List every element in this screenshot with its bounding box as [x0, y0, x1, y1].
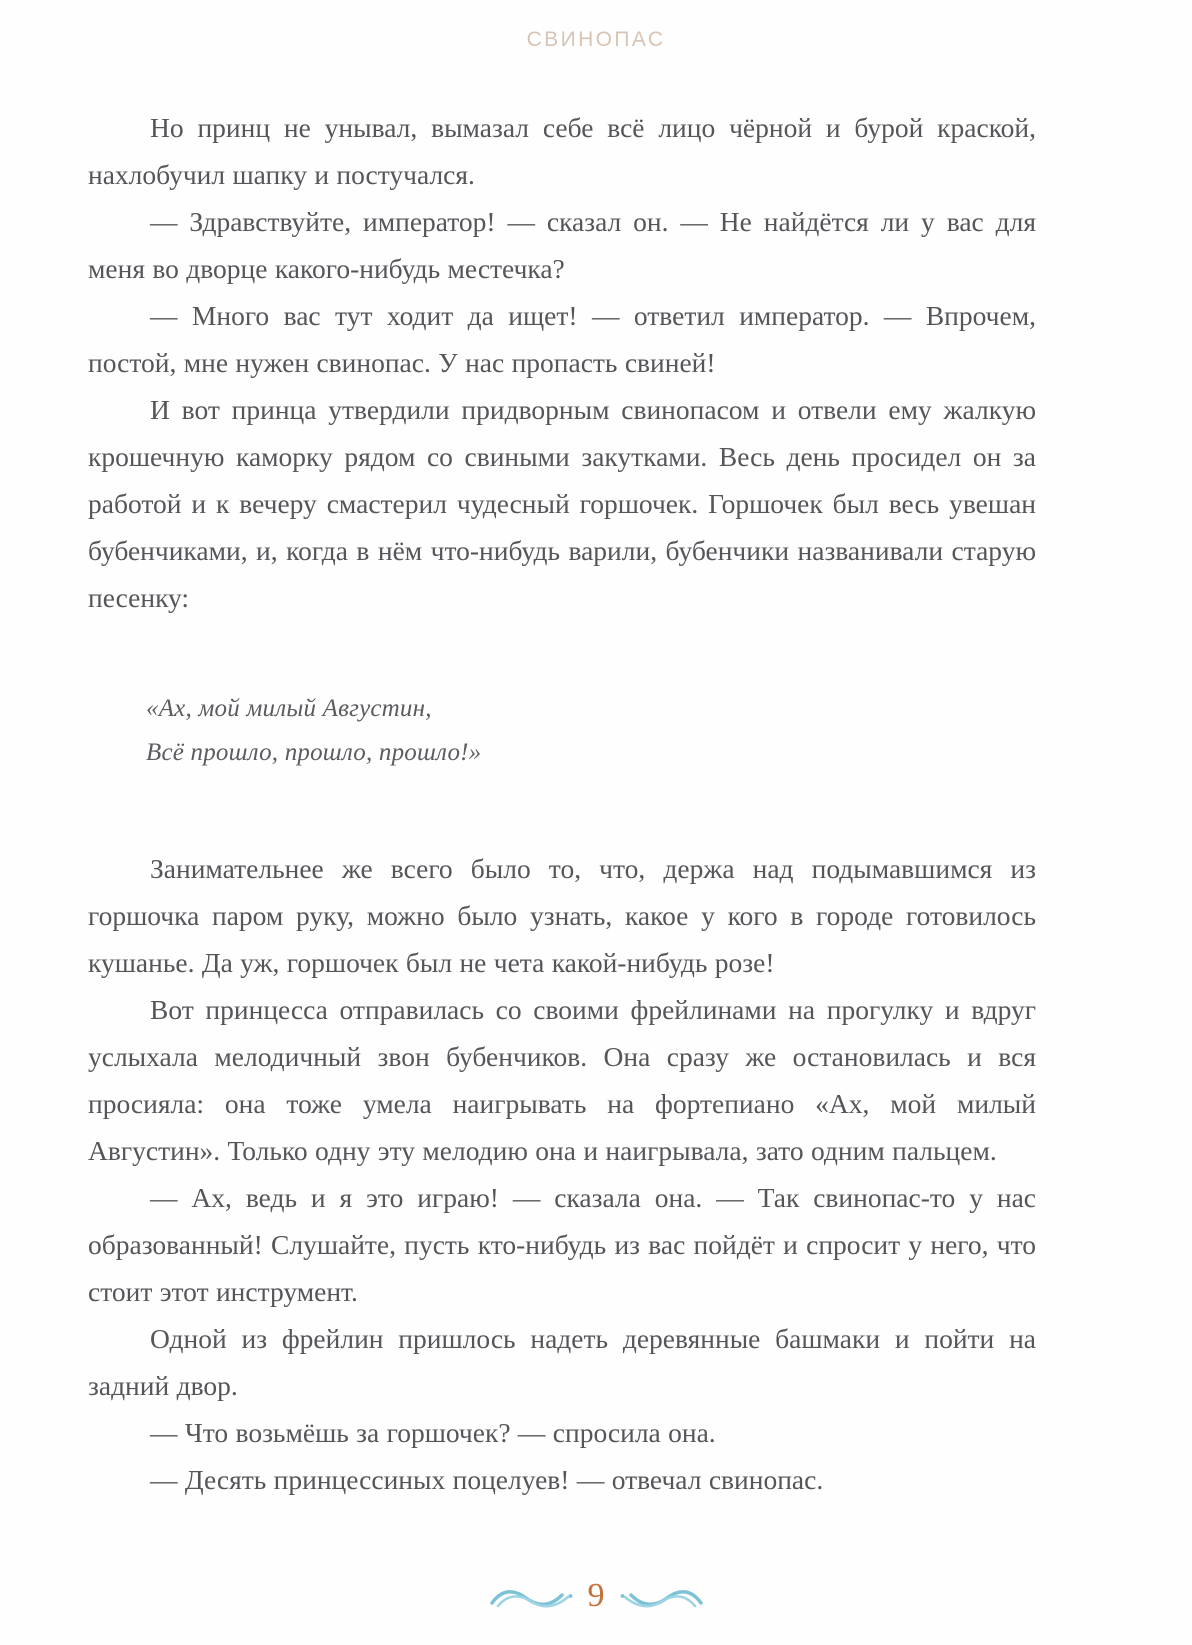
paragraph: И вот принца утвердили придворным свинопасом и отвели ему жалкую крошечную каморку рядом со свиными закутками. Весь день просидел он за работой и к вечеру смастерил чудесный горшочек. Горшочек был весь увешан бубенчиками, и, когда в нём что-нибудь варили, бубенчики названивали старую песенку:	[88, 394, 1036, 613]
paragraph-dialogue: — Что возьмёшь за горшочек? — спросила она.	[150, 1417, 716, 1448]
verse-quote	[88, 687, 1036, 775]
paragraph-dialogue: — Много вас тут ходит да ищет! — ответил император. — Впрочем, постой, мне нужен свинопас. У нас пропасть свиней!	[88, 300, 1036, 378]
verse-line: «Ах, мой милый Августин,	[146, 695, 432, 722]
paragraph-dialogue: — Ах, ведь и я это играю! — сказала она. — Так свинопас-то у нас образованный! Слушайте, пусть кто-нибудь из вас пойдёт и спросит у него, что стоит этот инструмент.	[88, 1182, 1036, 1307]
paragraph: Занимательнее же всего было то, что, держа над подымавшимся из горшочка паром руку, можно было узнать, какое у кого в городе готовилось кушанье. Да уж, горшочек был не чета какой-нибудь розе!	[88, 853, 1036, 978]
paragraph: Но принц не унывал, вымазал себе всё лицо чёрной и бурой краской, нахлобучил шапку и постучался.	[88, 112, 1036, 190]
paragraph: Одной из фрейлин пришлось надеть деревянные башмаки и пойти на задний двор.	[88, 1323, 1036, 1401]
page-footer	[0, 1577, 1192, 1615]
paragraph: Вот принцесса отправилась со своими фрейлинами на прогулку и вдруг услыхала мелодичный звон бубенчиков. Она сразу же остановилась и вся просияла: она тоже умела наигрывать на фортепиано «Ах, мой милый Августин». Только одну эту мелодию она и наигрывала, зато одним пальцем.	[88, 994, 1036, 1166]
body-text-block	[88, 104, 1036, 1503]
wave-ornament-left-icon	[488, 1586, 574, 1610]
paragraph-dialogue: — Здравствуйте, император! — сказал он. — Не найдётся ли у вас для меня во дворце какого-нибудь местечка?	[88, 206, 1036, 284]
wave-ornament-right-icon	[619, 1586, 705, 1610]
verse-line: Всё прошло, прошло, прошло!»	[146, 739, 482, 766]
running-head-title: СВИНОПАС	[526, 28, 666, 51]
page-number: 9	[587, 1577, 605, 1614]
paragraph-dialogue: — Десять принцессиных поцелуев! — отвечал свинопас.	[150, 1464, 824, 1495]
